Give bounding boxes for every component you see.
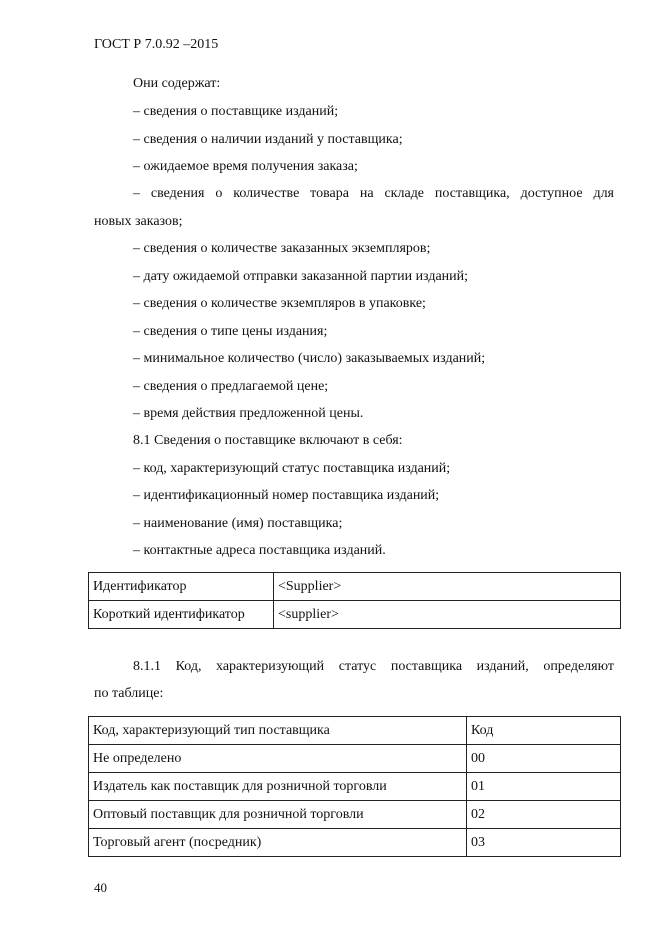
list-item: – ожидаемое время получения заказа; bbox=[133, 159, 358, 174]
supplier-code-table bbox=[88, 716, 621, 857]
table-cell: Издатель как поставщик для розничной торговли bbox=[89, 773, 467, 801]
table-header-cell: Код bbox=[467, 717, 621, 745]
list-item: – код, характеризующий статус поставщика изданий; bbox=[133, 461, 451, 476]
list-item: – сведения о наличии изданий у поставщика; bbox=[133, 132, 403, 147]
table-row bbox=[89, 829, 621, 857]
list-item-stock-line1: – сведения о количестве товара на складе поставщика, доступное для bbox=[133, 186, 614, 201]
table-row bbox=[89, 773, 621, 801]
table-cell: <Supplier> bbox=[274, 573, 621, 601]
table-cell: 01 bbox=[467, 773, 621, 801]
section-heading-8-1: 8.1 Сведения о поставщике включают в себя: bbox=[133, 433, 403, 448]
identifier-table bbox=[88, 572, 621, 629]
list-item: – дату ожидаемой отправки заказанной партии изданий; bbox=[133, 269, 469, 284]
table-row bbox=[89, 745, 621, 773]
table-cell: Короткий идентификатор bbox=[89, 601, 274, 629]
table-cell: Оптовый поставщик для розничной торговли bbox=[89, 801, 467, 829]
list-item: – время действия предложенной цены. bbox=[133, 406, 364, 421]
list-item: – минимальное количество (число) заказываемых изданий; bbox=[133, 351, 486, 366]
table-cell: Не определено bbox=[89, 745, 467, 773]
list-item: – сведения о типе цены издания; bbox=[133, 324, 328, 339]
list-item-stock-line2: новых заказов; bbox=[94, 214, 183, 229]
table-cell: Торговый агент (посредник) bbox=[89, 829, 467, 857]
list-item: – наименование (имя) поставщика; bbox=[133, 516, 343, 531]
document-header: ГОСТ Р 7.0.92 –2015 bbox=[94, 37, 219, 52]
section-8-1-1-line2: по таблице: bbox=[94, 686, 164, 701]
list-item: – сведения о количестве заказанных экземпляров; bbox=[133, 241, 431, 256]
intro-text: Они содержат: bbox=[133, 76, 221, 91]
table-cell: <supplier> bbox=[274, 601, 621, 629]
page-number: 40 bbox=[94, 880, 107, 895]
table-row bbox=[89, 573, 621, 601]
table-cell: 02 bbox=[467, 801, 621, 829]
table-row bbox=[89, 801, 621, 829]
list-item: – сведения о количестве экземпляров в упаковке; bbox=[133, 296, 426, 311]
list-item: – сведения о предлагаемой цене; bbox=[133, 379, 329, 394]
table-cell: Идентификатор bbox=[89, 573, 274, 601]
table-header-row bbox=[89, 717, 621, 745]
list-item: – контактные адреса поставщика изданий. bbox=[133, 543, 386, 558]
table-header-cell: Код, характеризующий тип поставщика bbox=[89, 717, 467, 745]
table-cell: 03 bbox=[467, 829, 621, 857]
list-item: – сведения о поставщике изданий; bbox=[133, 104, 339, 119]
list-item: – идентификационный номер поставщика изданий; bbox=[133, 488, 440, 503]
section-8-1-1-line1: 8.1.1 Код, характеризующий статус поставщика изданий, определяют bbox=[133, 659, 614, 674]
table-row bbox=[89, 601, 621, 629]
table-cell: 00 bbox=[467, 745, 621, 773]
